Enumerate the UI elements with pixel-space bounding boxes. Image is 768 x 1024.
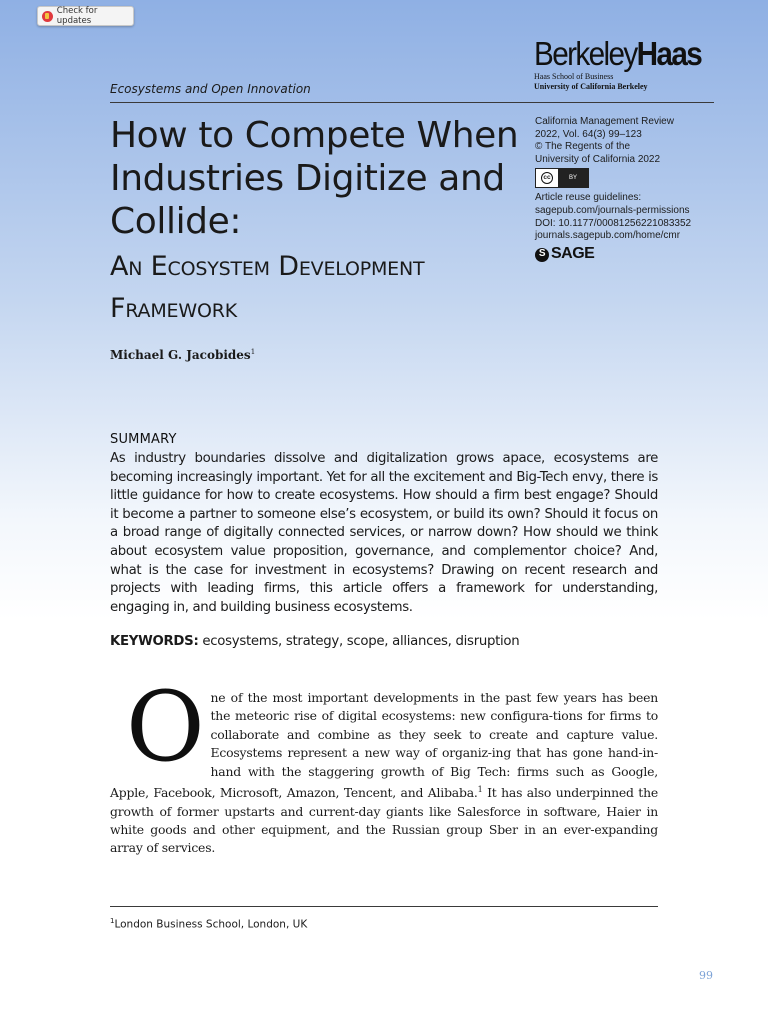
keywords [110, 634, 658, 649]
logo-word-bold: Haas [636, 35, 702, 72]
author-affiliation-mark: 1 [250, 348, 256, 356]
copyright-line-2: University of California 2022 [535, 153, 661, 165]
logo-school-line: Haas School of Business [534, 72, 614, 81]
drop-cap: O [126, 671, 205, 783]
logo-university-line: University of California Berkeley [534, 82, 648, 91]
section-label: Ecosystems and Open Innovation [110, 82, 311, 96]
sage-s-icon: S [535, 248, 549, 262]
cc-by-license-badge[interactable] [535, 168, 589, 188]
crossmark-icon [42, 11, 53, 22]
check-for-updates-label: Check for updates [56, 6, 98, 26]
keywords-label: KEYWORDS: [110, 634, 199, 649]
berkeley-haas-logo [534, 36, 714, 92]
page-number: 99 [699, 969, 713, 982]
author-name [110, 348, 255, 362]
by-icon: BY [558, 169, 588, 187]
summary-text: As industry boundaries dissolve and digitalization grows apace, ecosystems are becoming increasingly important. Yet for all the excitement and Big-Tech envy, there is little guidance for how to create ecosystems. How should a firm best engage? Should it become a partner to someone else’s ecosystem, or build its own? Should it focus on a broad range of digitally connected services, or narrow down? How should we think about ecosystem value proposition, governance, and complementor choice? And, what is the case for investment in ecosystems? Drawing on recent research and projects with leading firms, this article offers a framework for understanding, engaging in, and building business ecosystems. [110, 451, 658, 615]
article-title: How to Compete When Industries Digitize and Collide: [110, 115, 519, 242]
footnote [110, 917, 307, 931]
keywords-list: ecosystems, strategy, scope, alliances, disruption [202, 634, 520, 649]
footnote-text: London Business School, London, UK [114, 918, 308, 931]
cc-icon: cc [541, 172, 553, 184]
sage-logo [535, 245, 725, 263]
article-subtitle: An Ecosystem Development Framework [110, 251, 425, 324]
footnote-mark: 1 [110, 917, 115, 925]
logo-word-regular: Berkeley [534, 35, 637, 72]
journal-issue: 2022, Vol. 64(3) 99–123 [535, 128, 642, 140]
summary-heading: SUMMARY [110, 432, 177, 447]
sage-wordmark: SAGE [551, 245, 595, 263]
body-text-b: It has also underpinned the growth of former upstarts and current-day giants like Salesforce in software, Haier in white goods and other equipment, and the Russian group Sber in an ever-expanding array of services. [110, 785, 659, 856]
reuse-label: Article reuse guidelines: [535, 192, 642, 204]
check-for-updates-button[interactable] [37, 6, 134, 26]
journal-metadata [535, 116, 725, 262]
logo-wordmark [534, 35, 702, 72]
author-name-text: Michael G. Jacobides [110, 348, 251, 362]
doi-link[interactable]: DOI: 10.1177/00081256221083352 [535, 217, 692, 229]
reuse-link[interactable]: sagepub.com/journals-permissions [535, 204, 690, 216]
journal-home-link[interactable]: journals.sagepub.com/home/cmr [535, 230, 681, 242]
copyright-line: © The Regents of the [535, 141, 631, 153]
body-text-a: ne of the most important developments in the past few years has been the meteoric rise of digital ecosystems: new configura-tions for firms to collaborate and combine as they seek to create and capture value. Ecosystems represent a new way of organiz-ing that has gone hand-in-hand with the staggering growth of Big Tech: firms such as Google, Apple, Facebook, Microsoft, Amazon, Tencent, and Alibaba. [110, 690, 658, 801]
body-paragraph [110, 671, 659, 858]
footnote-divider [110, 906, 658, 907]
footnote-reference[interactable]: 1 [477, 785, 483, 795]
header-divider [110, 102, 714, 103]
journal-name: California Management Review [535, 116, 674, 127]
